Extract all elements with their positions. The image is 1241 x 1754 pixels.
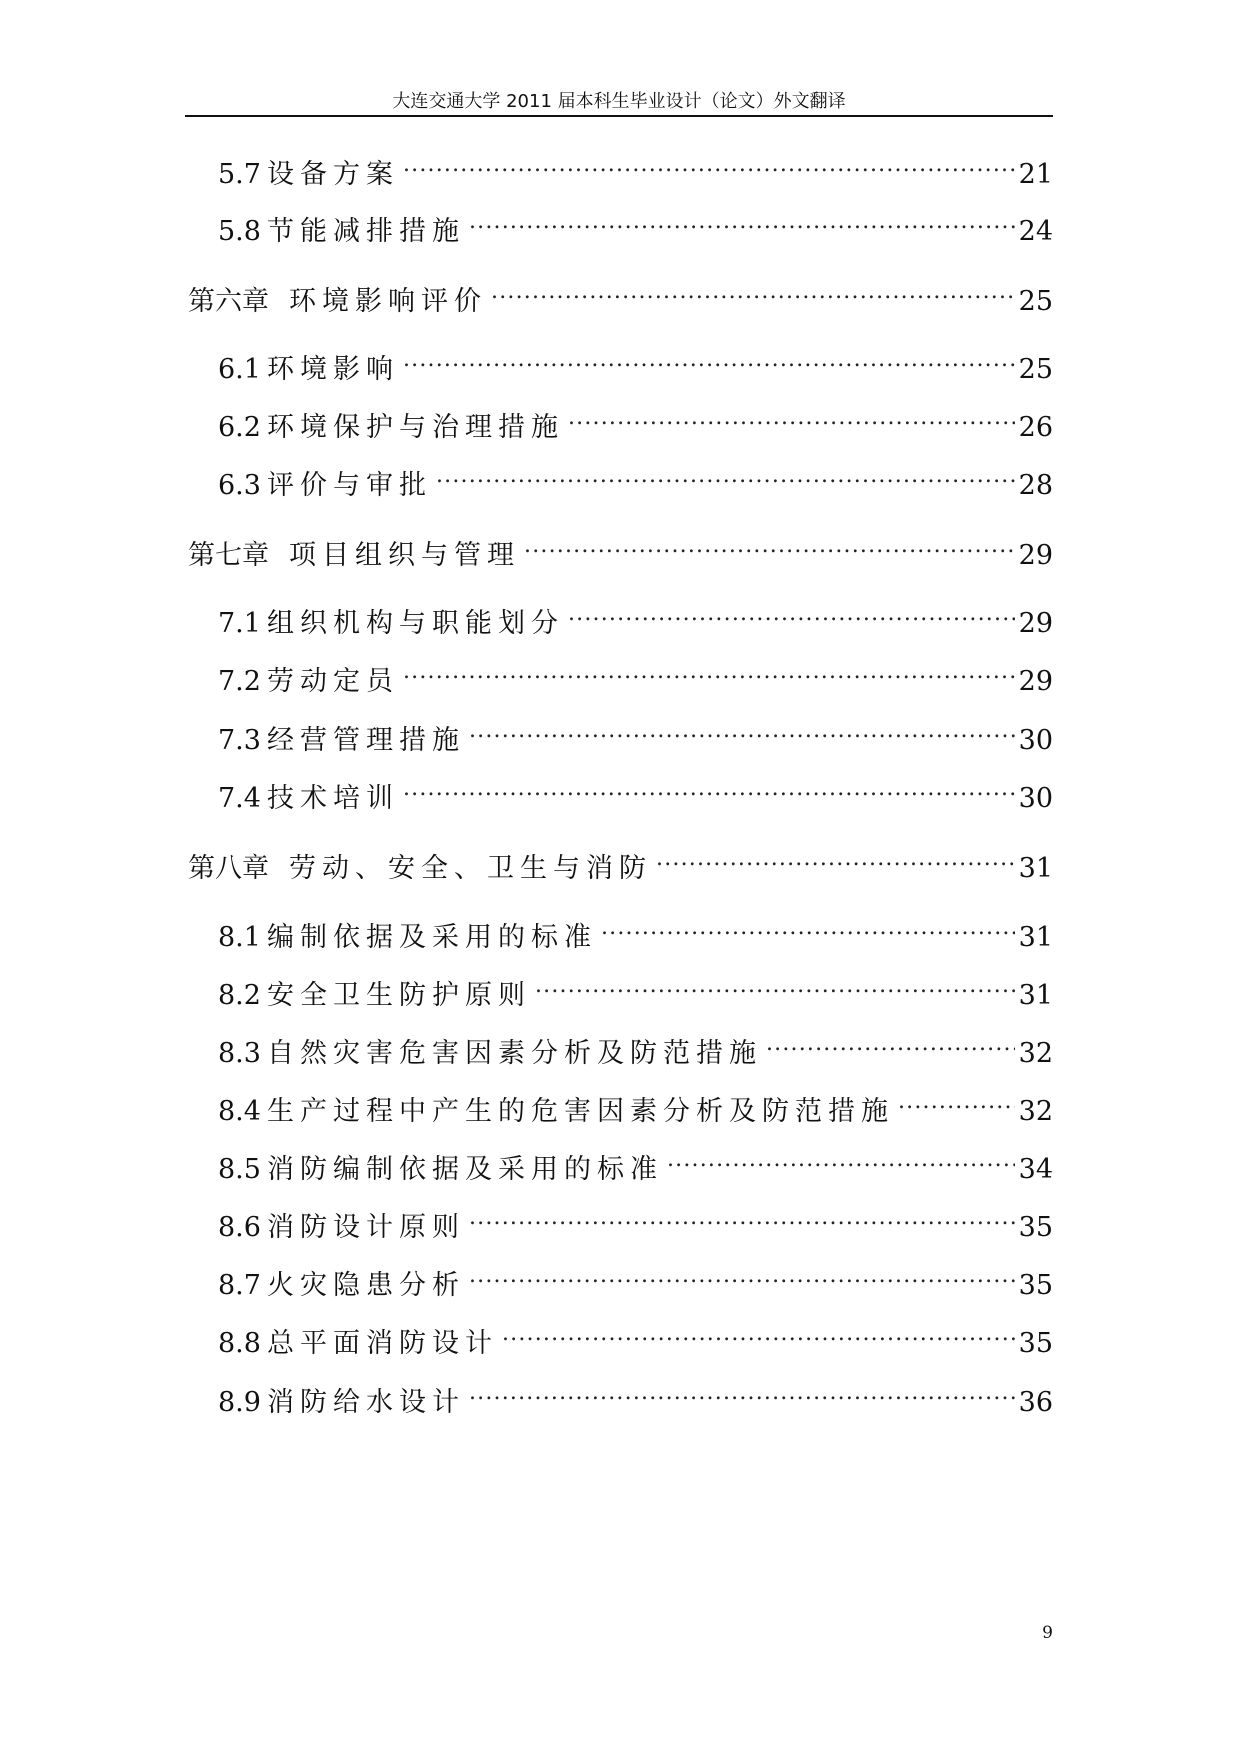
toc-entry-page: 29 [1018,608,1053,639]
toc-entry-number: 6.3 [218,470,261,501]
toc-section-entry[interactable] [218,1142,1053,1185]
toc-entry-page: 25 [1018,354,1053,385]
toc-entry-title: 组织机构与职能划分 [266,608,564,639]
toc-dot-leader [469,204,1015,240]
toc-entry-page: 36 [1018,1387,1053,1418]
toc-entry-number: 7.2 [218,666,261,697]
toc-section-entry[interactable] [218,771,1053,814]
toc-entry-title: 评价与审批 [266,470,432,501]
toc-section-entry[interactable] [218,1026,1053,1069]
toc-section-entry[interactable] [218,596,1053,639]
toc-entry-title: 火灾隐患分析 [266,1270,465,1301]
toc-entry-page: 32 [1018,1096,1053,1127]
toc-section-entry[interactable] [218,910,1053,953]
toc-entry-page: 35 [1018,1328,1053,1359]
toc-entry-number: 第七章 [188,540,269,571]
toc-entry-title: 环境影响评价 [289,286,487,317]
toc-entry-page: 29 [1018,666,1053,697]
toc-dot-leader [656,841,1015,877]
toc-section-entry[interactable] [218,968,1053,1011]
toc-dot-leader [568,400,1015,436]
toc-dot-leader [667,1142,1015,1178]
toc-entry-title: 消防设计原则 [266,1212,465,1243]
toc-entry-number: 5.7 [218,159,261,190]
toc-dot-leader [403,147,1015,183]
toc-entry-page: 29 [1018,540,1053,571]
toc-entry-title: 环境影响 [266,354,399,385]
toc-section-entry[interactable] [218,342,1053,385]
toc-entry-number: 5.8 [218,216,261,247]
toc-entry-title: 编制依据及采用的标准 [266,922,597,953]
toc-entry-title: 自然灾害危害因素分析及防范措施 [266,1038,762,1069]
toc-entry-number: 8.1 [218,922,261,953]
toc-section-entry[interactable] [218,713,1053,756]
toc-entry-number: 8.6 [218,1212,261,1243]
toc-entry-page: 26 [1018,412,1053,443]
toc-entry-page: 32 [1018,1038,1053,1069]
toc-entry-title: 劳动定员 [266,666,399,697]
toc-entry-page: 35 [1018,1212,1053,1243]
toc-section-entry[interactable] [218,147,1053,190]
toc-entry-title: 生产过程中产生的危害因素分析及防范措施 [266,1096,894,1127]
toc-entry-page: 25 [1018,286,1053,317]
toc-section-entry[interactable] [218,1375,1053,1418]
toc-entry-number: 第六章 [188,286,269,317]
toc-entry-number: 8.2 [218,980,261,1011]
toc-entry-number: 8.9 [218,1387,261,1418]
toc-entry-title: 节能减排措施 [266,216,465,247]
toc-entry-number: 8.5 [218,1154,261,1185]
toc-entry-title: 消防给水设计 [266,1387,465,1418]
toc-dot-leader [502,1316,1015,1352]
toc-section-entry[interactable] [218,400,1053,443]
toc-entry-page: 31 [1018,980,1053,1011]
toc-section-entry[interactable] [218,204,1053,247]
toc-entry-number: 7.1 [218,608,261,639]
toc-dot-leader [766,1026,1015,1062]
page-header: 大连交通大学 2011 届本科生毕业设计（论文）外文翻译 [392,91,846,112]
toc-dot-leader [535,968,1015,1004]
toc-section-entry[interactable] [218,458,1053,501]
toc-dot-leader [469,1258,1015,1294]
toc-entry-number: 第八章 [188,853,269,884]
toc-entry-title: 消防编制依据及采用的标准 [266,1154,663,1185]
toc-entry-number: 7.3 [218,725,261,756]
toc-dot-leader [403,771,1015,807]
toc-section-entry[interactable] [218,1258,1053,1301]
toc-entry-number: 8.4 [218,1096,261,1127]
toc-section-entry[interactable] [218,654,1053,697]
toc-entry-page: 30 [1018,725,1053,756]
toc-section-entry[interactable] [218,1316,1053,1359]
page-number: 9 [1042,1623,1053,1643]
toc-entry-number: 6.2 [218,412,261,443]
toc-dot-leader [601,910,1015,946]
toc-entry-number: 8.7 [218,1270,261,1301]
toc-section-entry[interactable] [218,1200,1053,1243]
toc-entry-page: 21 [1018,159,1053,190]
toc-entry-title: 总平面消防设计 [266,1328,498,1359]
toc-dot-leader [403,342,1015,378]
toc-chapter-entry[interactable] [188,841,1053,884]
toc-chapter-entry[interactable] [188,528,1053,571]
toc-entry-number: 8.8 [218,1328,261,1359]
toc-dot-leader [403,654,1015,690]
toc-dot-leader [898,1084,1015,1120]
toc-dot-leader [568,596,1015,632]
toc-entry-title: 设备方案 [266,159,399,190]
toc-entry-title: 环境保护与治理措施 [266,412,564,443]
toc-dot-leader [469,713,1015,749]
toc-entry-number: 7.4 [218,783,261,814]
toc-entry-page: 31 [1018,853,1053,884]
toc-entry-page: 30 [1018,783,1053,814]
toc-entry-title: 项目组织与管理 [289,540,520,571]
toc-dot-leader [469,1200,1015,1236]
toc-entry-page: 34 [1018,1154,1053,1185]
toc-entry-title: 劳动、安全、卫生与消防 [289,853,652,884]
toc-entry-title: 技术培训 [266,783,399,814]
toc-entry-number: 6.1 [218,354,261,385]
toc-entry-page: 35 [1018,1270,1053,1301]
toc-dot-leader [436,458,1015,494]
toc-entry-page: 24 [1018,216,1053,247]
toc-entry-page: 31 [1018,922,1053,953]
toc-entry-page: 28 [1018,470,1053,501]
toc-dot-leader [491,274,1015,310]
toc-entry-title: 安全卫生防护原则 [266,980,531,1011]
toc-dot-leader [469,1375,1015,1411]
toc-chapter-entry[interactable] [188,274,1053,317]
toc-entry-number: 8.3 [218,1038,261,1069]
toc-entry-title: 经营管理措施 [266,725,465,756]
toc-section-entry[interactable] [218,1084,1053,1127]
toc-dot-leader [524,528,1015,564]
